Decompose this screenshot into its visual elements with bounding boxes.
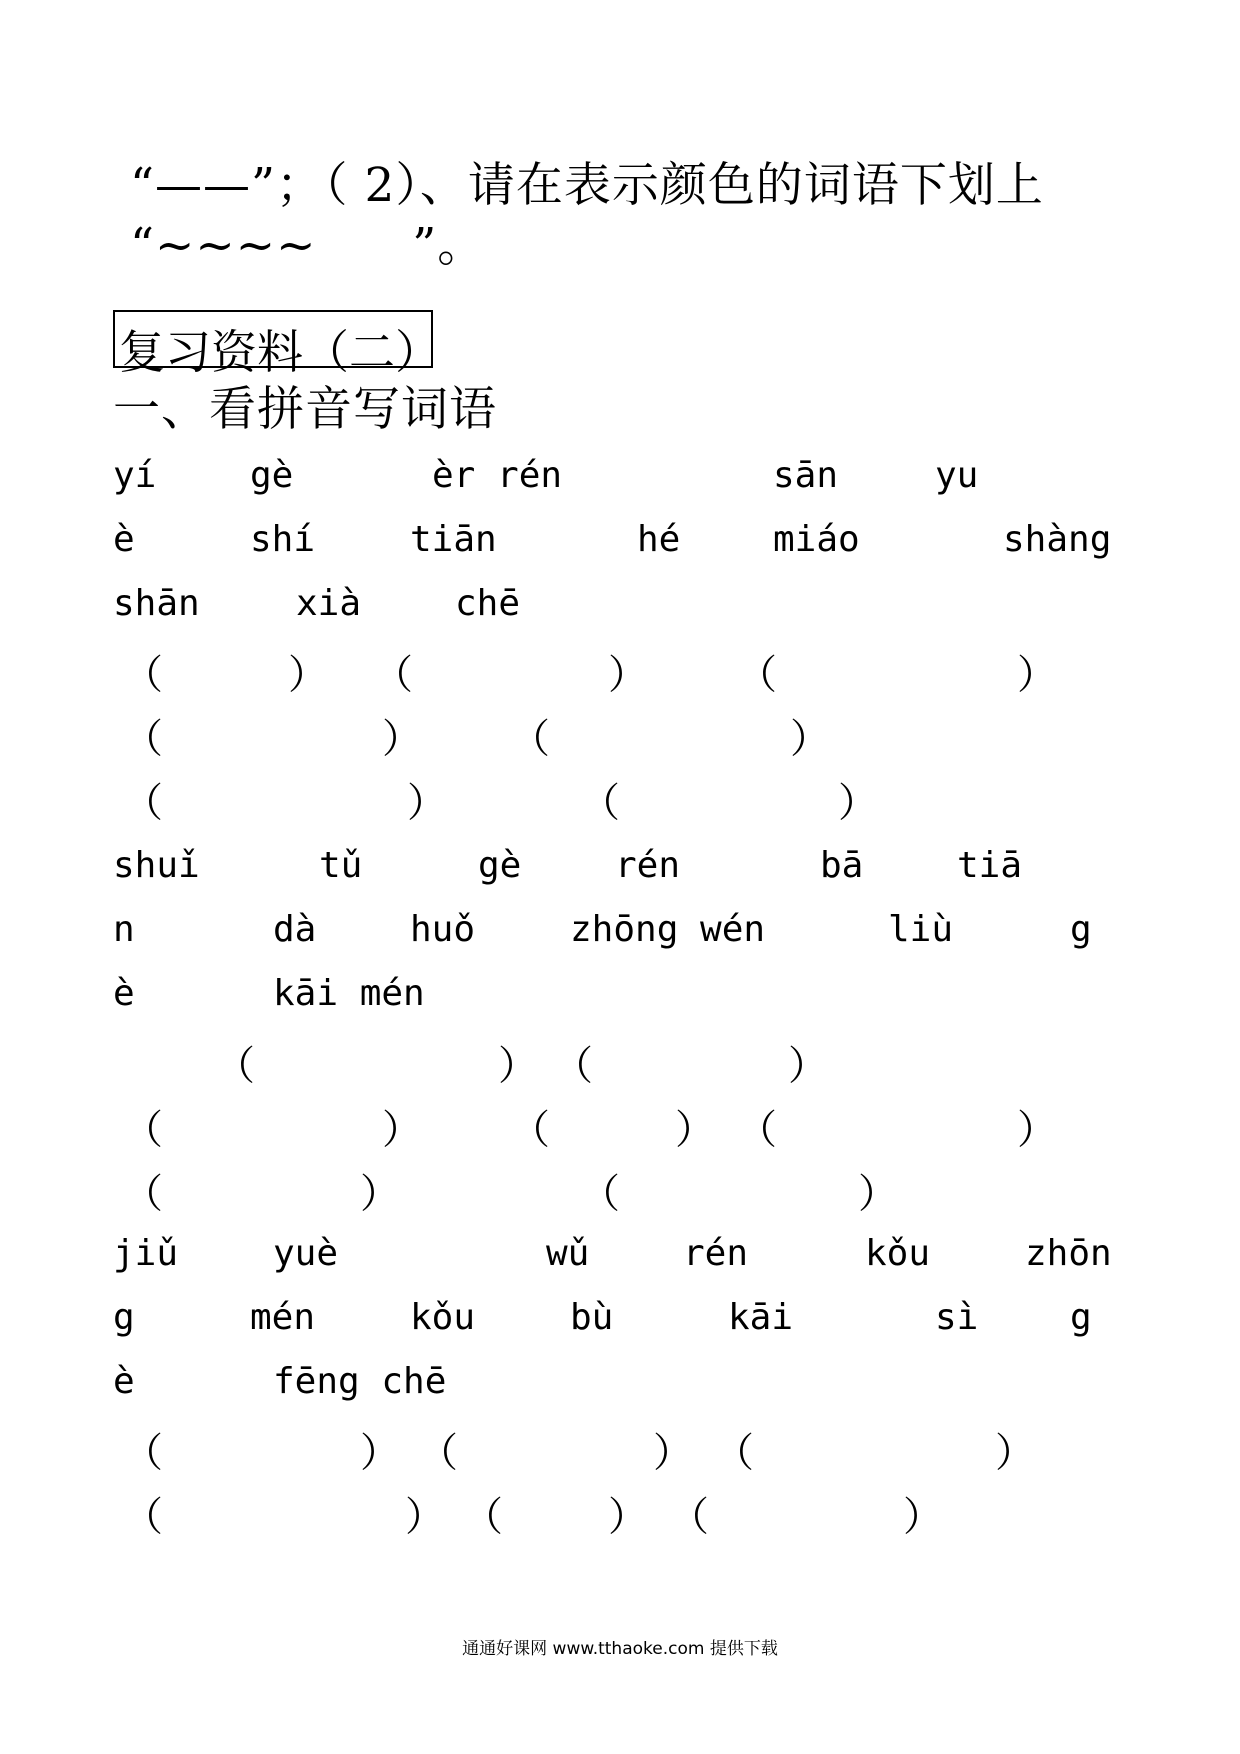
pinyin-word: kǒu bbox=[410, 1297, 476, 1338]
answer-blank-open: （ bbox=[123, 716, 163, 762]
answer-blank-close: ） bbox=[653, 1430, 693, 1476]
pinyin-word: è bbox=[113, 973, 135, 1014]
pinyin-word: huǒ bbox=[410, 909, 476, 950]
answer-blank-open: （ bbox=[714, 1430, 754, 1476]
answer-blank-close: ） bbox=[498, 1043, 538, 1089]
answer-blank-close: ） bbox=[407, 780, 447, 826]
pinyin-word: shuǐ bbox=[113, 845, 200, 886]
pinyin-word: chē bbox=[455, 583, 521, 624]
answer-blank-close: ） bbox=[903, 1494, 943, 1540]
answer-blank-close: ） bbox=[405, 1494, 445, 1540]
answer-blank-close: ） bbox=[1017, 652, 1057, 698]
pinyin-word: è bbox=[113, 1361, 135, 1402]
section-title-box bbox=[113, 310, 441, 379]
intro-line-1: “——”；（ 2）、请在表示颜色的词语下划上 bbox=[130, 158, 1044, 213]
pinyin-word: bù bbox=[570, 1297, 614, 1338]
answer-blank-open: （ bbox=[123, 652, 163, 698]
pinyin-word: n bbox=[113, 909, 135, 950]
answer-blank-open: （ bbox=[580, 780, 620, 826]
pinyin-word: kāi bbox=[728, 1297, 794, 1338]
pinyin-word: dà bbox=[273, 909, 317, 950]
pinyin-word: tǔ bbox=[319, 845, 363, 886]
pinyin-word: èr rén bbox=[432, 455, 563, 496]
pinyin-word: kǒu bbox=[865, 1233, 931, 1274]
pinyin-word: shàng bbox=[1003, 519, 1112, 560]
answer-blank-open: （ bbox=[123, 1494, 163, 1540]
answer-blank-open: （ bbox=[669, 1494, 709, 1540]
answer-blank-close: ） bbox=[382, 716, 422, 762]
pinyin-word: g bbox=[113, 1297, 135, 1338]
answer-blank-open: （ bbox=[123, 1171, 163, 1217]
pinyin-word: yu bbox=[935, 455, 979, 496]
pinyin-word: wǔ bbox=[546, 1233, 590, 1274]
answer-blank-open: （ bbox=[510, 716, 550, 762]
answer-blank-close: ） bbox=[608, 1494, 648, 1540]
pinyin-word: yuè bbox=[273, 1233, 339, 1274]
pinyin-word: xià bbox=[296, 583, 362, 624]
answer-blank-open: （ bbox=[123, 1107, 163, 1153]
pinyin-word: miáo bbox=[773, 519, 860, 560]
pinyin-word: g bbox=[1070, 1297, 1092, 1338]
pinyin-word: rén bbox=[615, 845, 681, 886]
pinyin-word: g bbox=[1070, 909, 1092, 950]
answer-blank-open: （ bbox=[510, 1107, 550, 1153]
answer-blank-close: ） bbox=[608, 652, 648, 698]
answer-blank-open: （ bbox=[737, 1107, 777, 1153]
pinyin-word: è bbox=[113, 519, 135, 560]
answer-blank-open: （ bbox=[373, 652, 413, 698]
answer-blank-close: ） bbox=[360, 1171, 400, 1217]
pinyin-word: jiǔ bbox=[113, 1233, 179, 1274]
answer-blank-open: （ bbox=[737, 652, 777, 698]
pinyin-word: gè bbox=[478, 845, 522, 886]
answer-blank-open: （ bbox=[580, 1171, 620, 1217]
pinyin-word: shí bbox=[250, 519, 316, 560]
pinyin-word: liù bbox=[888, 909, 954, 950]
answer-blank-open: （ bbox=[553, 1043, 593, 1089]
answer-blank-close: ） bbox=[360, 1430, 400, 1476]
pinyin-word: sān bbox=[773, 455, 839, 496]
pinyin-word: tiā bbox=[957, 845, 1023, 886]
answer-blank-open: （ bbox=[123, 780, 163, 826]
pinyin-word: fēng chē bbox=[273, 1361, 447, 1402]
answer-blank-close: ） bbox=[788, 1043, 828, 1089]
answer-blank-open: （ bbox=[418, 1430, 458, 1476]
answer-blank-close: ） bbox=[1017, 1107, 1057, 1153]
pinyin-word: sì bbox=[935, 1297, 979, 1338]
answer-blank-open: （ bbox=[123, 1430, 163, 1476]
answer-blank-open: （ bbox=[215, 1043, 255, 1089]
pinyin-word: bā bbox=[820, 845, 864, 886]
pinyin-word: zhōn bbox=[1025, 1233, 1112, 1274]
answer-blank-close: ） bbox=[838, 780, 878, 826]
pinyin-word: shān bbox=[113, 583, 200, 624]
answer-blank-close: ） bbox=[995, 1430, 1035, 1476]
question-title: 一、看拼音写词语 bbox=[113, 382, 497, 437]
page-footer: 通通好课网 www.tthaoke.com 提供下载 bbox=[462, 1639, 778, 1659]
answer-blank-close: ） bbox=[288, 652, 328, 698]
intro-line-2: “~~~~ ”。 bbox=[130, 218, 486, 273]
pinyin-word: zhōng wén bbox=[570, 909, 766, 950]
answer-blank-close: ） bbox=[858, 1171, 898, 1217]
answer-blank-close: ） bbox=[790, 716, 830, 762]
answer-blank-open: （ bbox=[463, 1494, 503, 1540]
pinyin-word: hé bbox=[637, 519, 681, 560]
section-title: 复习资料（二） bbox=[119, 325, 441, 379]
answer-blank-close: ） bbox=[675, 1107, 715, 1153]
pinyin-word: tiān bbox=[410, 519, 497, 560]
answer-blank-close: ） bbox=[382, 1107, 422, 1153]
pinyin-word: mén bbox=[250, 1297, 316, 1338]
pinyin-word: yí bbox=[113, 455, 157, 496]
pinyin-word: kāi mén bbox=[273, 973, 425, 1014]
pinyin-word: gè bbox=[250, 455, 294, 496]
pinyin-word: rén bbox=[683, 1233, 749, 1274]
